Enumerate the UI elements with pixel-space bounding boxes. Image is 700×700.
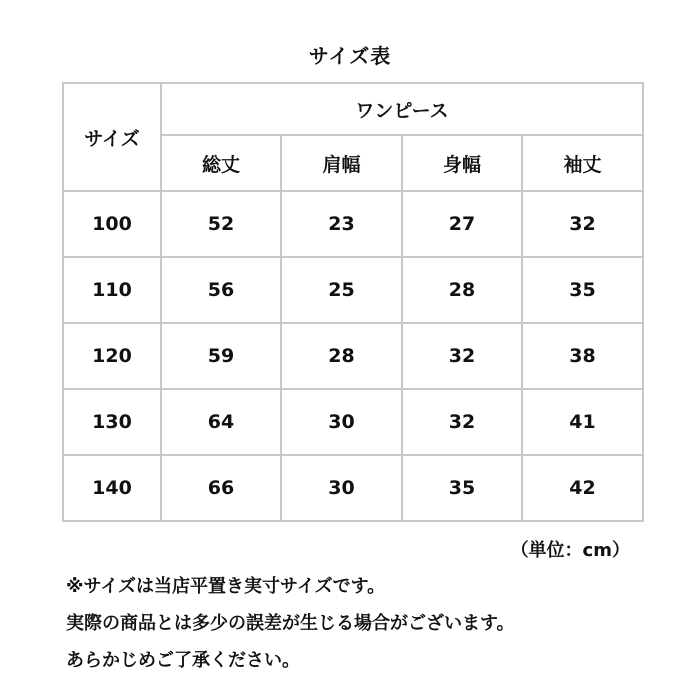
table-row <box>63 389 643 455</box>
note-line: ※サイズは当店平置き実寸サイズです。 <box>66 576 386 597</box>
size-table <box>62 82 644 522</box>
table-cell: 30 <box>281 389 402 455</box>
table-cell: 32 <box>522 191 643 257</box>
size-column-header: サイズ <box>63 83 161 191</box>
table-cell: 64 <box>161 389 281 455</box>
table-header-row <box>63 83 643 135</box>
table-cell: 28 <box>402 257 522 323</box>
table-cell: 30 <box>281 455 402 521</box>
note-line: 実際の商品とは多少の誤差が生じる場合がございます。 <box>66 613 515 634</box>
table-cell: 56 <box>161 257 281 323</box>
table-cell: 52 <box>161 191 281 257</box>
table-cell: 41 <box>522 389 643 455</box>
table-cell: 32 <box>402 323 522 389</box>
table-row <box>63 191 643 257</box>
column-header-shoulder: 肩幅 <box>281 135 402 191</box>
table-row <box>63 257 643 323</box>
table-row <box>63 323 643 389</box>
notes <box>66 568 666 679</box>
note-line: あらかじめご了承ください。 <box>66 650 300 671</box>
table-cell: 23 <box>281 191 402 257</box>
table-cell: 66 <box>161 455 281 521</box>
column-header-width: 身幅 <box>402 135 522 191</box>
page-title: サイズ表 <box>308 44 392 68</box>
column-header-sleeve: 袖丈 <box>522 135 643 191</box>
table-cell: 35 <box>402 455 522 521</box>
size-cell: 140 <box>63 455 161 521</box>
table-cell: 38 <box>522 323 643 389</box>
table-cell: 28 <box>281 323 402 389</box>
column-header-length: 総丈 <box>161 135 281 191</box>
table-cell: 35 <box>522 257 643 323</box>
table-cell: 42 <box>522 455 643 521</box>
size-cell: 110 <box>63 257 161 323</box>
table-row <box>63 455 643 521</box>
table-cell: 59 <box>161 323 281 389</box>
table-cell: 27 <box>402 191 522 257</box>
table-cell: 32 <box>402 389 522 455</box>
group-header: ワンピース <box>161 83 643 135</box>
table-cell: 25 <box>281 257 402 323</box>
size-cell: 130 <box>63 389 161 455</box>
unit-note: （単位：cm） <box>510 540 630 561</box>
size-cell: 100 <box>63 191 161 257</box>
size-cell: 120 <box>63 323 161 389</box>
